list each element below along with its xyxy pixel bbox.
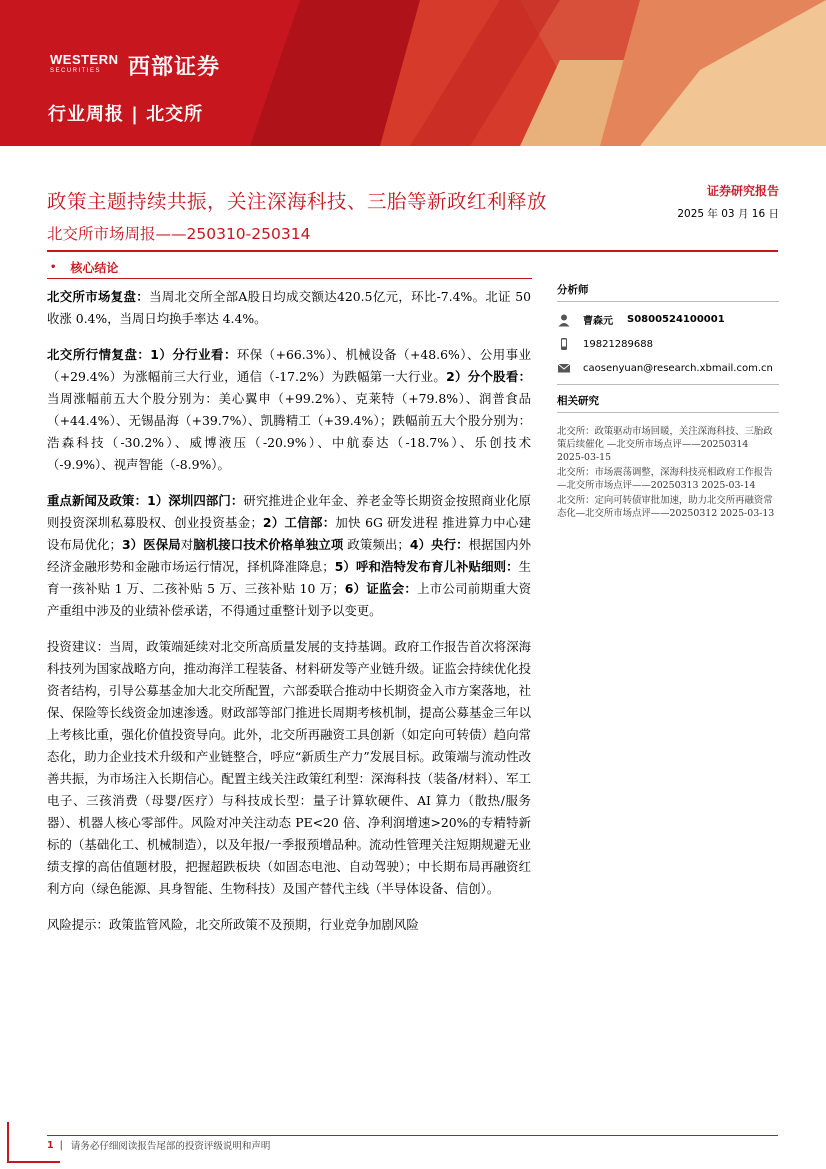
- related-item[interactable]: 北交所：市场震荡调整，深海科技亮相政府工作报告 —北交所市场点评——20250313 2025-03-14: [557, 467, 773, 491]
- sidebar: [557, 282, 779, 520]
- section-divider: [47, 278, 532, 279]
- paragraph-text: 研究推进企业年金、养老金等长期资金按照商业化原则投资深圳私募股权、创业投资基金；: [47, 493, 531, 530]
- paragraph-text: 加快 6G 研发进程 推进算力中心建设布局优化；: [47, 515, 532, 552]
- paragraph-label: 3）医保局: [121, 537, 181, 552]
- paragraph-text: 政策频出；: [343, 537, 410, 552]
- report-title: 政策主题持续共振，关注深海科技、三胎等新政红利释放: [47, 190, 548, 213]
- analyst-phone-row: [557, 337, 779, 351]
- bullet-icon: •: [50, 262, 57, 273]
- section-heading: [50, 259, 118, 276]
- paragraph-market-review: [47, 286, 531, 330]
- paragraph-text: 环保（+66.3%）、机械设备（+48.6%）、公用事业（+29.4%）为涨幅前三大行业，通信（-17.2%）为跌幅第一大行业。: [47, 347, 531, 384]
- paragraph-text: 当周北交所全部A股日均成交额达420.5亿元，环比-7.4%。北证 50 收涨 0.4%，当周日均换手率达 4.4%。: [47, 289, 531, 326]
- analyst-id: S0800524100001: [627, 314, 725, 325]
- paragraph-label: 北交所市场复盘：: [47, 289, 150, 304]
- paragraph-label: 2）分个股看：: [446, 369, 532, 384]
- paragraph-text: 当周涨幅前五大个股分别为：美心翼申（+99.2%）、克莱特（+79.8%）、润普食品（+44.4%）、无锡晶海（+39.7%）、凯腾精工（+39.4%）；跌幅前五大个股分别为：浩森科技（-30.2%）、威博液压（-20.9%）、中航泰达（-18.7%）、乐创技术（-9.9%）、视声智能（-8.9%）。: [47, 391, 531, 472]
- related-list: [557, 425, 779, 520]
- paragraph-label: 重点新闻及政策：1）深圳四部门：: [47, 493, 244, 508]
- related-heading: 相关研究: [557, 393, 779, 413]
- logo-en-sub-text: SECURITIES: [50, 67, 102, 74]
- banner-title: 行业周报 | 北交所: [48, 104, 204, 125]
- paragraph-text: 根据国内外经济金融形势和金融市场运行情况，择机降准降息；: [47, 537, 532, 574]
- footer: [47, 1138, 270, 1152]
- report-subtitle: 北交所市场周报——250310-250314: [47, 225, 311, 243]
- analyst-email-row: [557, 361, 779, 375]
- footer-divider: [47, 1135, 778, 1136]
- page-number: 1: [47, 1139, 54, 1151]
- footer-disclaimer: 请务必仔细阅读报告尾部的投资评级说明和声明: [70, 1141, 271, 1152]
- analyst-phone: 19821289688: [583, 338, 653, 350]
- paragraph-sector-review: [47, 344, 531, 476]
- logo-cn-text: 西部证券: [128, 55, 221, 80]
- report-date: 2025 年 03 月 16 日: [677, 208, 779, 220]
- paragraph-label: 脑机接口技术价格单独立项: [193, 537, 344, 552]
- header-banner: [0, 0, 826, 146]
- analyst-name: 曹森元: [583, 316, 613, 327]
- related-item[interactable]: 北交所：定向可转债审批加速，助力北交所再融资常态化—北交所市场点评——20250312 2025-03-13: [557, 495, 775, 519]
- analyst-email[interactable]: caosenyuan@research.xbmail.com.cn: [583, 362, 773, 374]
- analyst-heading: 分析师: [557, 282, 779, 302]
- sidebar-divider: [557, 384, 779, 385]
- person-icon: [557, 313, 571, 327]
- paragraph-risk: 风险提示：政策监管风险，北交所政策不及预期，行业竞争加剧风险: [47, 917, 419, 932]
- corner-decoration: [0, 1122, 60, 1169]
- paragraph-label: 北交所行情复盘：1）分行业看：: [47, 347, 237, 362]
- related-item[interactable]: 北交所：政策驱动市场回暖，关注深海科技、三胎政策后续催化 —北交所市场点评——20250314 2025-03-15: [557, 426, 773, 463]
- paragraph-label: 2）工信部：: [262, 515, 336, 530]
- paragraph-label: 5）呼和浩特发布育儿补贴细则：: [334, 559, 519, 574]
- analyst-name-row: [557, 312, 779, 327]
- paragraph-text: 生育一孩补贴 1 万、二孩补贴 5 万、三孩补贴 10 万；: [47, 559, 532, 596]
- paragraph-label: 4）央行：: [409, 537, 469, 552]
- company-logo: [50, 50, 220, 81]
- report-body: [47, 286, 531, 950]
- paragraph-label: 6）证监会：: [344, 581, 418, 596]
- paragraph-text: 对: [180, 537, 194, 552]
- footer-separator: |: [59, 1139, 63, 1151]
- phone-icon: [557, 337, 571, 351]
- paragraph-news-policy: [47, 490, 531, 622]
- paragraph-text: 上市公司前期重大资产重组中涉及的业绩补偿承诺，不得通过重整计划予以变更。: [47, 581, 532, 618]
- paragraph-investment-advice: 投资建议：当周，政策端延续对北交所高质量发展的支持基调。政府工作报告首次将深海科技列为国家战略方向，推动海洋工程装备、材料研发等产业链升级。证监会持续优化投资者结构，引导公募基金加大北交所配置，六部委联合推动中长期资金入市方案落地，社保、保险等长线资金加速渗透。财政部等部门推进长周期考核机制，提高公募基金三年以上考核比重，强化价值投资导向。此外，北交所再融资工具创新（如定向可转债）趋向常态化，助力企业技术升级和产业链整合，呼应“新质生产力”发展目标。政策端与流动性改善共振，为市场注入长期信心。配置主线关注政策红利型：深海科技（装备/材料）、军工电子、三孩消费（母婴/医疗）与科技成长型：量子计算软硬件、AI 算力（散热/服务器）、机器人核心零部件。风险对冲关注动态 PE<20 倍、净利润增速>20%的专精特新标的（基础化工、机械制造），以及年报/一季报预增品种。流动性管理关注短期规避无业绩支撑的高估值题材股，把握超跌板块（如固态电池、自动驾驶）；中长期布局再融资红利方向（绿色能源、具身智能、生物科技）及国产替代主线（半导体设备、信创）。: [47, 639, 531, 896]
- report-type: 证券研究报告: [706, 184, 779, 198]
- title-divider: [47, 250, 778, 252]
- section-label: 核心结论: [70, 261, 119, 275]
- logo-mark: [50, 53, 122, 79]
- email-icon: [557, 361, 571, 375]
- logo-en-text: WESTERN: [50, 51, 119, 67]
